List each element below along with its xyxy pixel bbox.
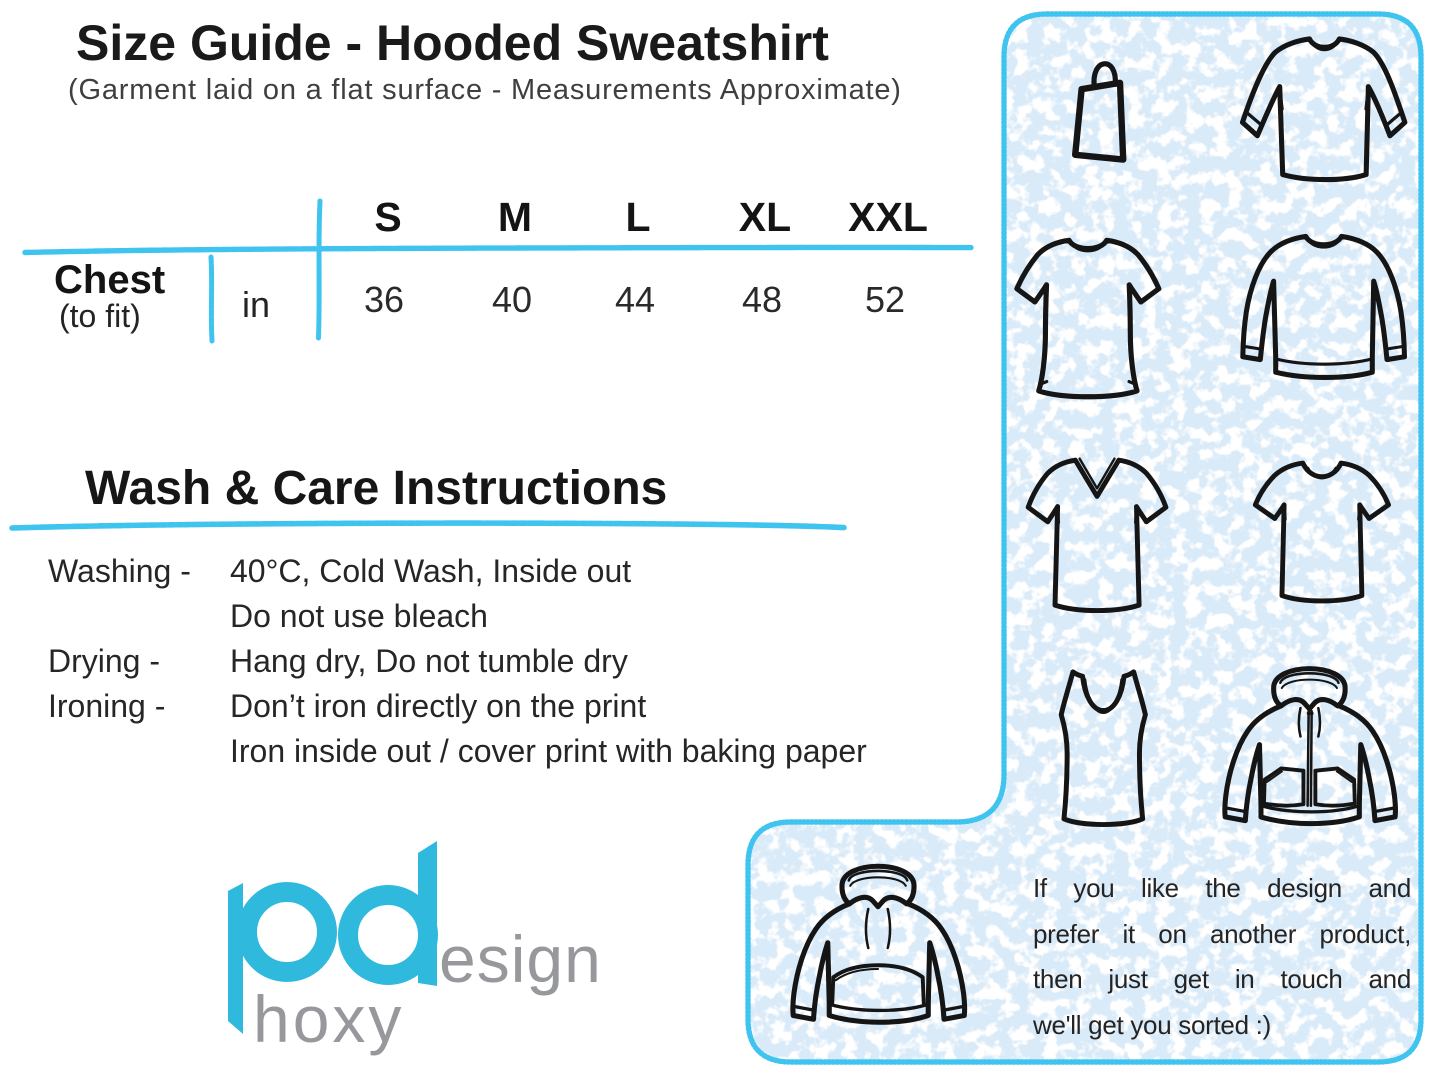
care-text-iron-inside-out: Iron inside out / cover print with baking paper [230, 733, 867, 769]
chest-value-s: 36 [363, 279, 405, 320]
table-row-label: Chest [54, 258, 166, 302]
logo-esign-text: esign [439, 922, 602, 996]
table-row-sublabel: (to fit) [59, 298, 141, 334]
note-line: we'll get you sorted :) [1033, 1009, 1271, 1040]
table-unit: in [241, 284, 271, 325]
size-col-xl: XL [738, 194, 792, 240]
page-title: Size Guide - Hooded Sweatshirt [76, 15, 829, 71]
size-col-s: S [374, 194, 402, 240]
chest-value-xl: 48 [741, 279, 783, 320]
care-text-ironing: Don’t iron directly on the print [230, 688, 647, 724]
care-text-washing: 40°C, Cold Wash, Inside out [230, 553, 632, 589]
chest-value-m: 40 [491, 279, 533, 320]
size-col-m: M [497, 194, 533, 240]
care-text-bleach: Do not use bleach [230, 598, 488, 634]
care-label-drying: Drying - [48, 643, 161, 679]
note-line: prefer it on another product, [1033, 918, 1411, 949]
note-line: then just get in touch and [1033, 964, 1411, 994]
chest-value-l: 44 [614, 279, 656, 320]
size-col-xxl: XXL [848, 194, 928, 240]
care-label-washing: Washing - [48, 553, 191, 589]
care-text-drying: Hang dry, Do not tumble dry [230, 643, 628, 679]
note-line: If you like the design and [1033, 873, 1411, 903]
care-heading: Wash & Care Instructions [85, 462, 668, 515]
chest-value-xxl: 52 [864, 279, 906, 320]
contact-note [1033, 866, 1411, 1048]
page-subtitle: (Garment laid on a flat surface - Measurements Approximate) [68, 74, 902, 106]
care-label-ironing: Ironing - [48, 688, 166, 724]
logo-hoxy-text: hoxy [253, 982, 405, 1056]
size-col-l: L [625, 194, 651, 240]
